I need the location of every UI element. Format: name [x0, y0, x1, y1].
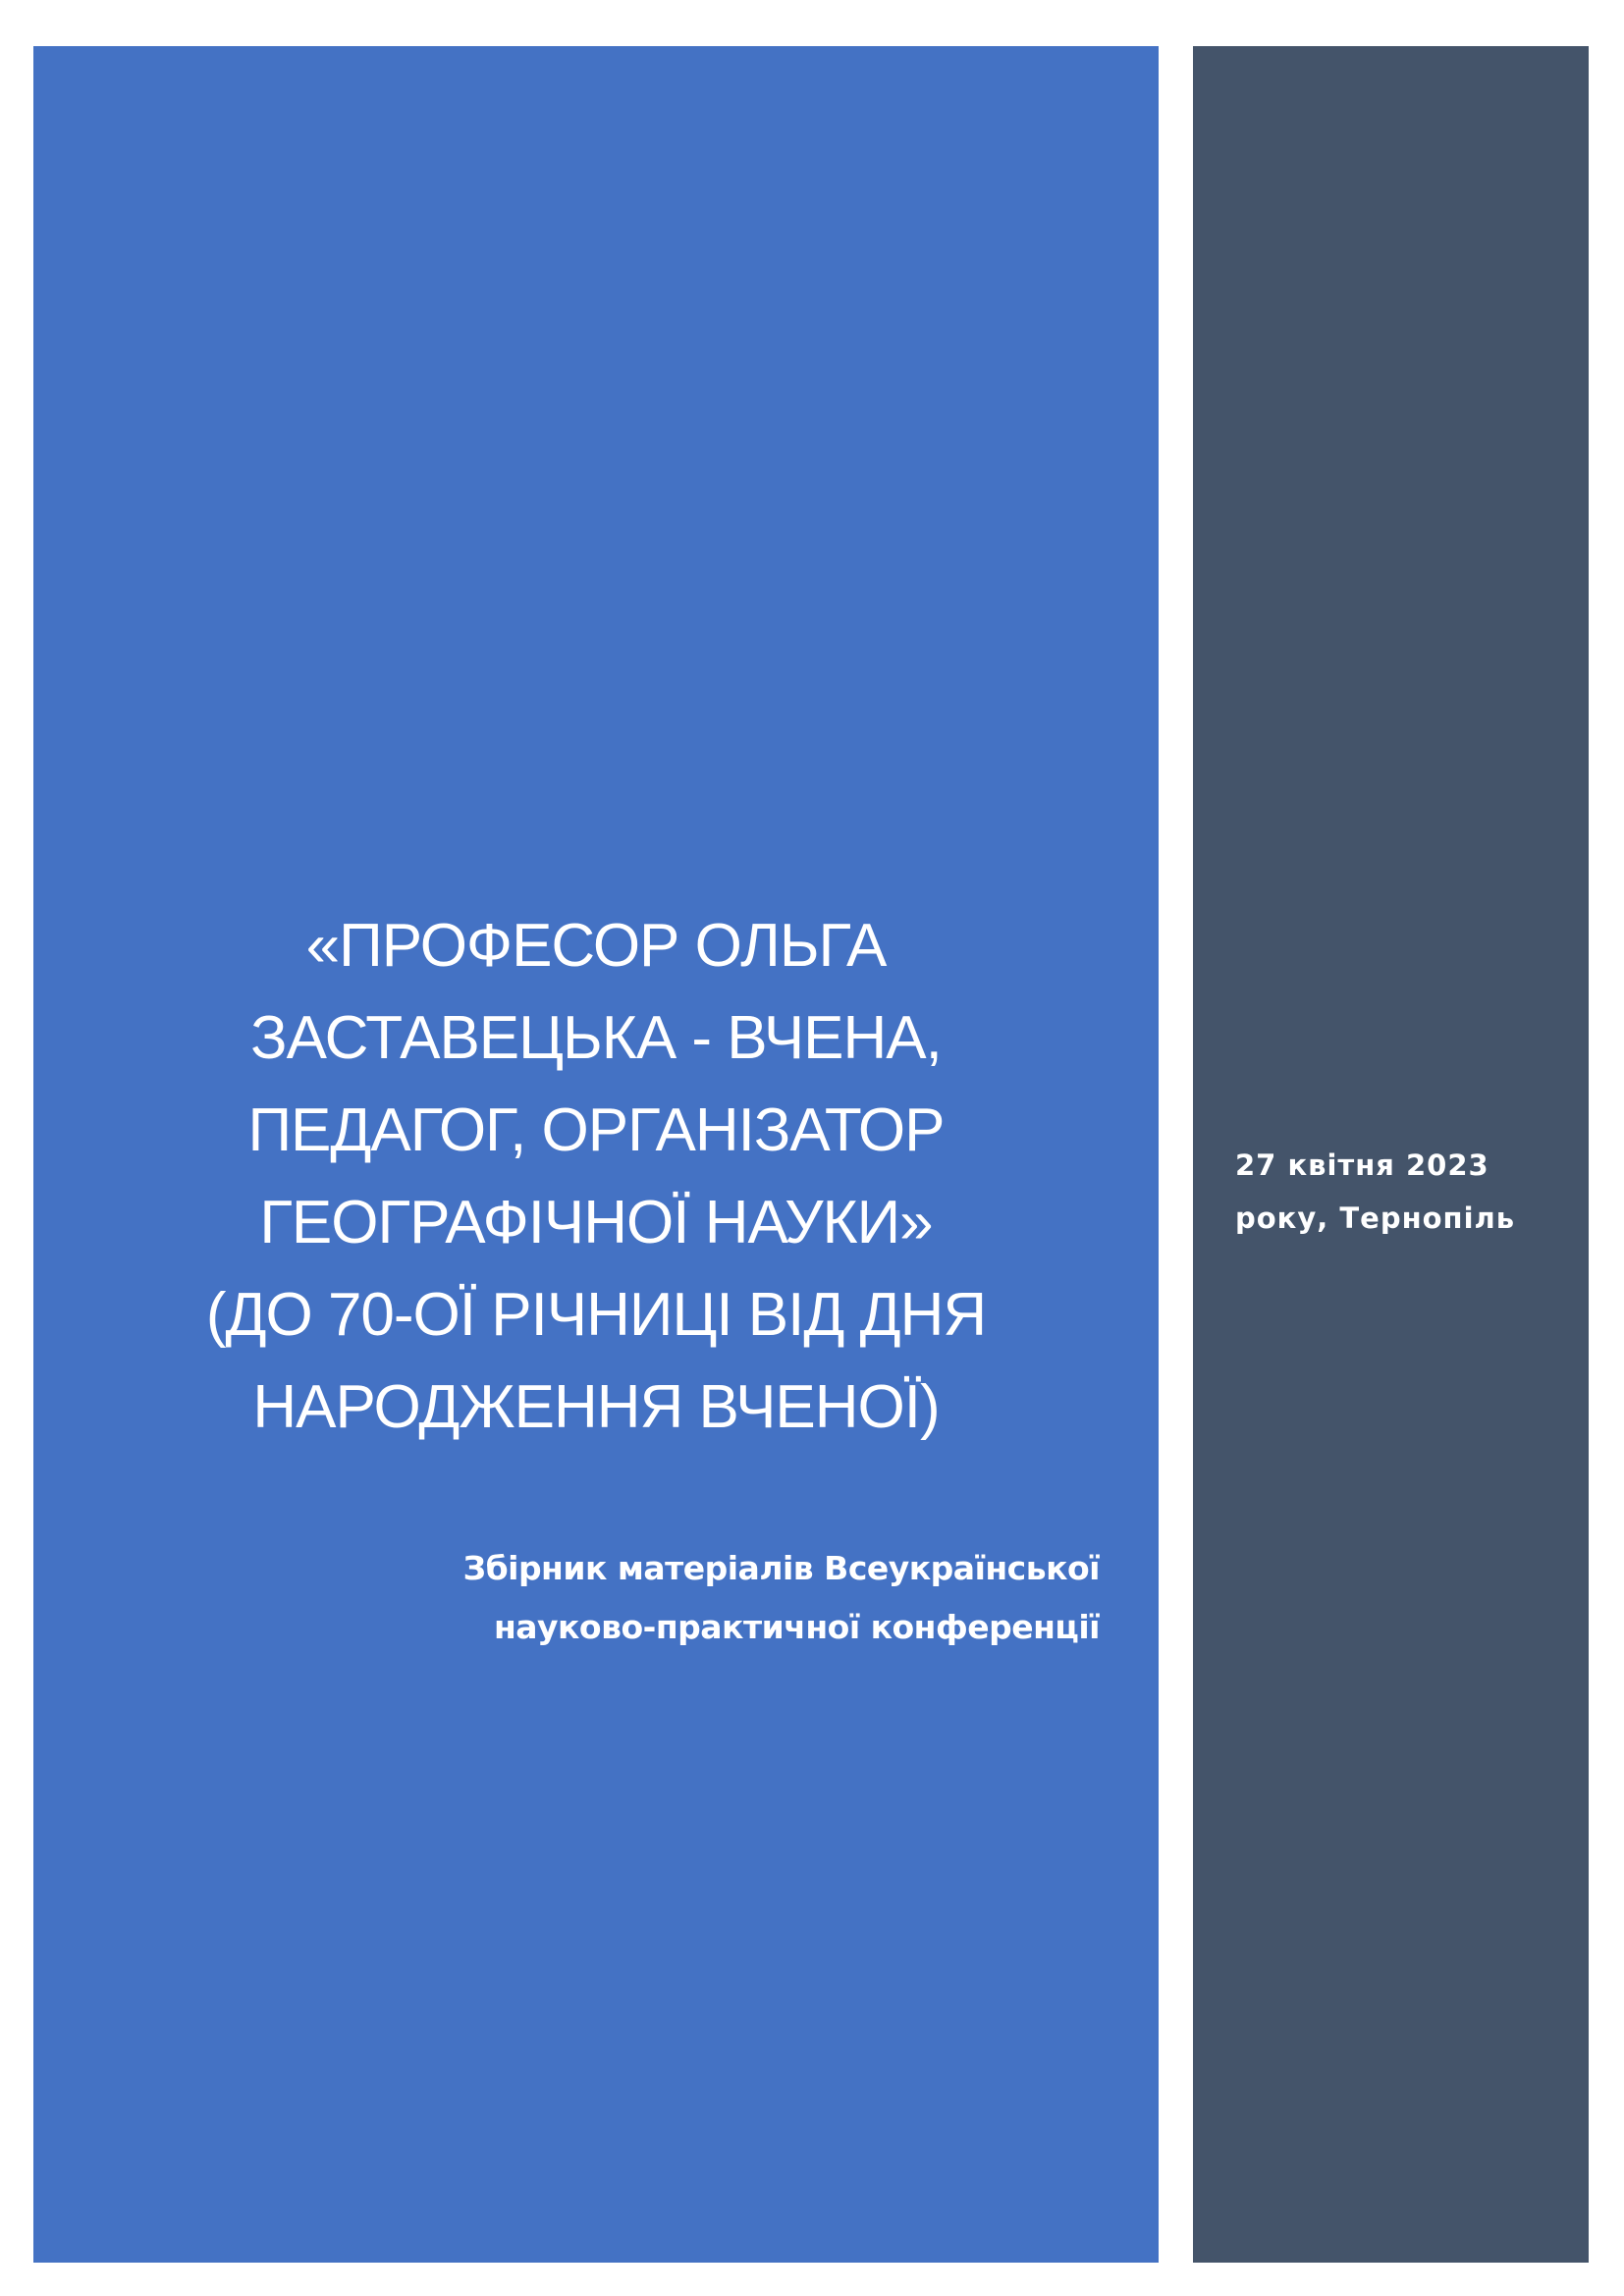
cover-date-line: року, Тернопіль — [1235, 1201, 1516, 1235]
cover-date-line: 27 квітня 2023 — [1235, 1148, 1489, 1182]
cover-title-line: НАРОДЖЕННЯ ВЧЕНОЇ) — [252, 1373, 940, 1441]
cover-title-line: ЗАСТАВЕЦЬКА - ВЧЕНА, — [250, 1004, 942, 1072]
cover-date — [1235, 1139, 1569, 1245]
cover-title-line: (ДО 70-ОЇ РІЧНИЦІ ВІД ДНЯ — [205, 1281, 987, 1349]
cover-subtitle-line: Збірник матеріалів Всеукраїнської — [462, 1549, 1100, 1587]
cover-title-line: ГЕОГРАФІЧНОЇ НАУКИ» — [259, 1189, 933, 1256]
cover-title-line: ПЕДАГОГ, ОРГАНІЗАТОР — [247, 1096, 945, 1164]
cover-main-panel — [33, 46, 1159, 2263]
cover-subtitle-line: науково-практичної конференції — [493, 1608, 1100, 1646]
cover-side-panel — [1193, 46, 1589, 2263]
cover-subtitle — [216, 1539, 1100, 1657]
cover-title — [73, 900, 1119, 1454]
cover-title-line: «ПРОФЕСОР ОЛЬГА — [305, 912, 887, 980]
